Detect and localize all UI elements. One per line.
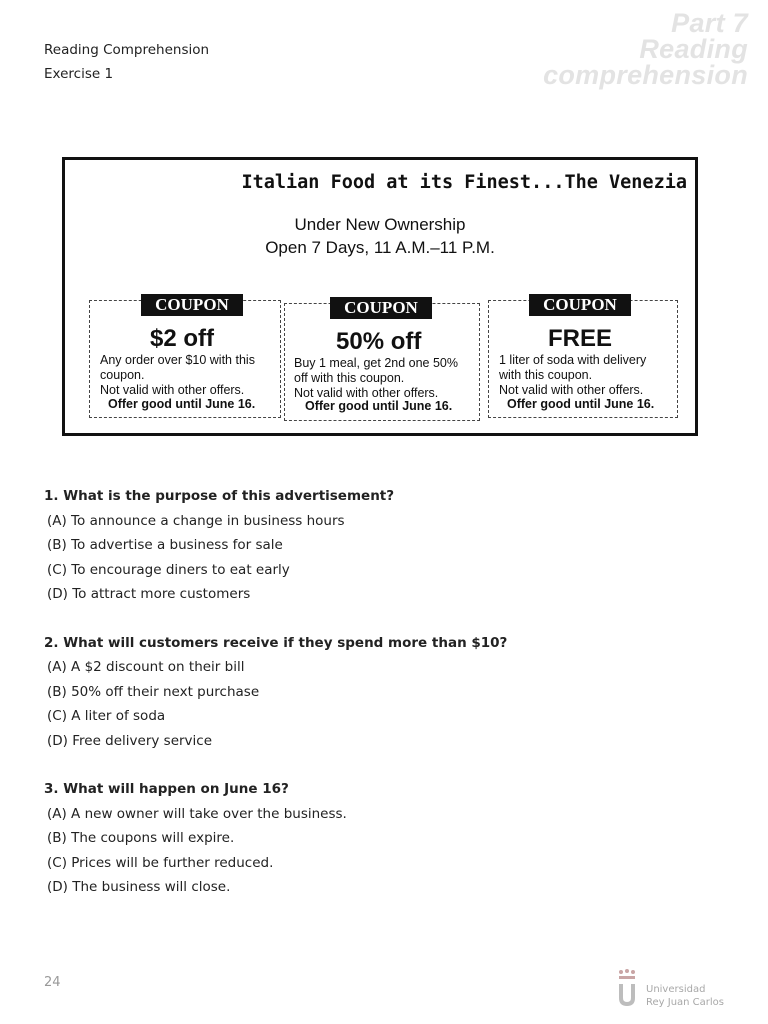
coupon-line: with this coupon. (499, 368, 593, 382)
ad-subtitle: Under New Ownership (294, 215, 466, 234)
coupon-line: Buy 1 meal, get 2nd one 50% (294, 356, 459, 370)
ad-hours: Open 7 Days, 11 A.M.–11 P.M. (265, 238, 495, 257)
answer-option: (B) 50% off their next purchase (47, 683, 260, 700)
coupon-expiry: Offer good until June 16. (108, 397, 256, 411)
coupon-body (100, 353, 255, 398)
question-3 (44, 777, 724, 900)
coupon-line: Not valid with other offers. (100, 383, 245, 397)
answer-option: (A) A new owner will take over the business. (47, 805, 347, 822)
answer-option: (D) The business will close. (47, 879, 231, 895)
question-title: 2. What will customers receive if they spend more than $10? (44, 634, 508, 651)
answer-option: (A) A $2 discount on their bill (47, 659, 245, 675)
answer-option: (B) The coupons will expire. (47, 830, 235, 846)
page-number: 24 (44, 975, 61, 990)
university-name (646, 983, 724, 1009)
university-name-line2: Rey Juan Carlos (646, 997, 725, 1008)
ad-title: Italian Food at its Finest...The Venezia (241, 172, 687, 193)
coupon-line: 1 liter of soda with delivery (499, 353, 647, 367)
part-heading-line1: Part 7 (671, 8, 748, 38)
coupon-body (294, 356, 458, 401)
university-crown-logo-icon (616, 968, 638, 1008)
coupon-line: Not valid with other offers. (499, 383, 644, 397)
coupon-headline: FREE (548, 325, 613, 352)
coupon-headline: $2 off (150, 325, 215, 352)
university-logo (616, 968, 736, 1012)
answer-option: (C) To encourage diners to eat early (47, 561, 290, 578)
answer-option: (D) To attract more customers (47, 586, 251, 602)
section-title: Reading Comprehension (44, 42, 210, 58)
coupon-line: Any order over $10 with this (100, 353, 255, 367)
question-1 (44, 484, 724, 607)
answer-option: (D) Free delivery service (47, 732, 213, 749)
question-title: 1. What is the purpose of this advertisement? (44, 488, 395, 504)
advertisement (62, 157, 698, 436)
answer-option: (A) To announce a change in business hours (47, 512, 345, 529)
exercise-title: Exercise 1 (44, 66, 114, 82)
question-title: 3. What will happen on June 16? (44, 781, 289, 797)
question-2 (44, 631, 724, 754)
coupon-line: off with this coupon. (294, 371, 405, 385)
coupon-label: COUPON (141, 294, 243, 316)
coupon-2-off (89, 295, 281, 418)
coupon-expiry: Offer good until June 16. (507, 397, 655, 411)
question-list (44, 484, 724, 900)
coupon-label: COUPON (529, 294, 631, 316)
coupon-headline: 50% off (336, 328, 422, 355)
coupon-body (499, 353, 646, 398)
coupon-line: Not valid with other offers. (294, 386, 439, 400)
answer-option: (C) Prices will be further reduced. (47, 854, 274, 871)
coupon-label: COUPON (330, 297, 432, 319)
coupon-50-off (284, 298, 480, 421)
coupon-expiry: Offer good until June 16. (305, 399, 453, 413)
part-heading-line2: Reading (639, 34, 748, 64)
part-heading (543, 10, 748, 88)
page-header (44, 38, 209, 86)
university-name-line1: Universidad (646, 984, 706, 995)
answer-option: (B) To advertise a business for sale (47, 537, 283, 553)
answer-option: (C) A liter of soda (47, 708, 166, 724)
coupon-free-soda (488, 295, 678, 418)
part-heading-line3: comprehension (543, 60, 748, 90)
coupon-line: coupon. (100, 368, 145, 382)
